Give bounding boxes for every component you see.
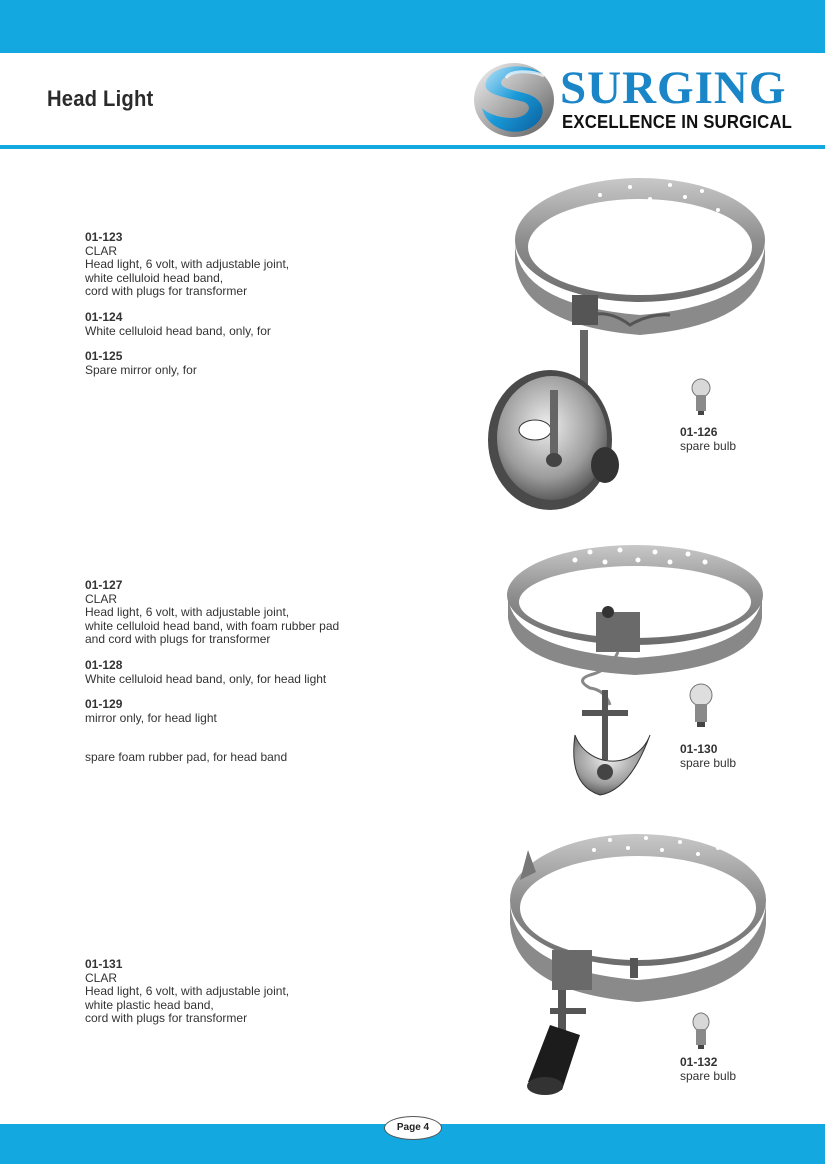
product-item <box>85 659 339 686</box>
product-code: 01-123 <box>85 230 123 244</box>
logo-swirl-icon <box>472 60 556 140</box>
product-item <box>85 350 289 377</box>
bulb-label: spare bulb <box>680 1069 737 1083</box>
bulb-code: 01-126 <box>680 425 718 439</box>
product-group-1 <box>85 231 289 389</box>
product-item <box>85 231 289 299</box>
bulb-note <box>680 1055 736 1083</box>
product-desc-line: cord with plugs for transformer <box>85 1011 248 1026</box>
bulb-label: spare bulb <box>680 756 737 770</box>
top-banner <box>0 0 825 53</box>
product-desc-line: white plastic head band, <box>85 997 214 1012</box>
product-desc-line: CLAR <box>85 970 118 985</box>
product-desc-line: CLAR <box>85 243 118 258</box>
product-desc-line: White celluloid head band, only, for <box>85 323 271 338</box>
product-code: 01-131 <box>85 957 123 971</box>
product-item <box>85 579 339 647</box>
product-desc-line: Head light, 6 volt, with adjustable joint, <box>85 257 290 272</box>
product-item <box>85 698 339 725</box>
bulb-icon <box>690 377 712 417</box>
product-desc-line: spare foam rubber pad, for head band <box>85 750 288 765</box>
page-title: Head Light <box>47 86 154 111</box>
product-desc-line: mirror only, for head light <box>85 710 217 725</box>
bulb-icon <box>690 1012 712 1052</box>
product-code: 01-125 <box>85 349 123 364</box>
logo-brand-name: SURGING <box>560 62 787 114</box>
product-item <box>85 311 289 338</box>
bulb-note <box>680 425 736 453</box>
page-number: Page 4 <box>384 1116 442 1140</box>
product-code: 01-129 <box>85 697 123 712</box>
bulb-note <box>680 742 736 770</box>
company-logo <box>472 60 802 140</box>
product-item <box>85 958 289 1026</box>
product-desc-line: White celluloid head band, only, for head light <box>85 671 327 686</box>
product-desc-line: Head light, 6 volt, with adjustable joint, <box>85 605 290 620</box>
product-group-3 <box>85 958 289 1038</box>
product-desc-line: and cord with plugs for transformer <box>85 632 271 647</box>
product-desc-line: white celluloid head band, with foam rubber pad <box>85 618 340 633</box>
head-light-mirror-image <box>480 165 780 525</box>
product-desc-line: Head light, 6 volt, with adjustable joint, <box>85 984 290 999</box>
product-desc-line: Spare mirror only, for <box>85 362 197 377</box>
bulb-code: 01-132 <box>680 1055 718 1069</box>
bulb-icon <box>688 682 714 730</box>
product-group-2 <box>85 579 339 777</box>
product-desc-line: cord with plugs for transformer <box>85 284 248 299</box>
product-code: 01-128 <box>85 657 123 672</box>
bulb-code: 01-130 <box>680 742 718 756</box>
bulb-label: spare bulb <box>680 439 737 453</box>
product-desc-line: CLAR <box>85 591 118 606</box>
product-code: 01-124 <box>85 309 123 324</box>
product-item <box>85 751 339 765</box>
head-light-lamp-image <box>490 820 775 1095</box>
header-divider <box>0 145 825 149</box>
logo-tagline: EXCELLENCE IN SURGICAL <box>562 112 793 132</box>
product-desc-line: white celluloid head band, <box>85 270 224 285</box>
product-code: 01-127 <box>85 578 123 592</box>
